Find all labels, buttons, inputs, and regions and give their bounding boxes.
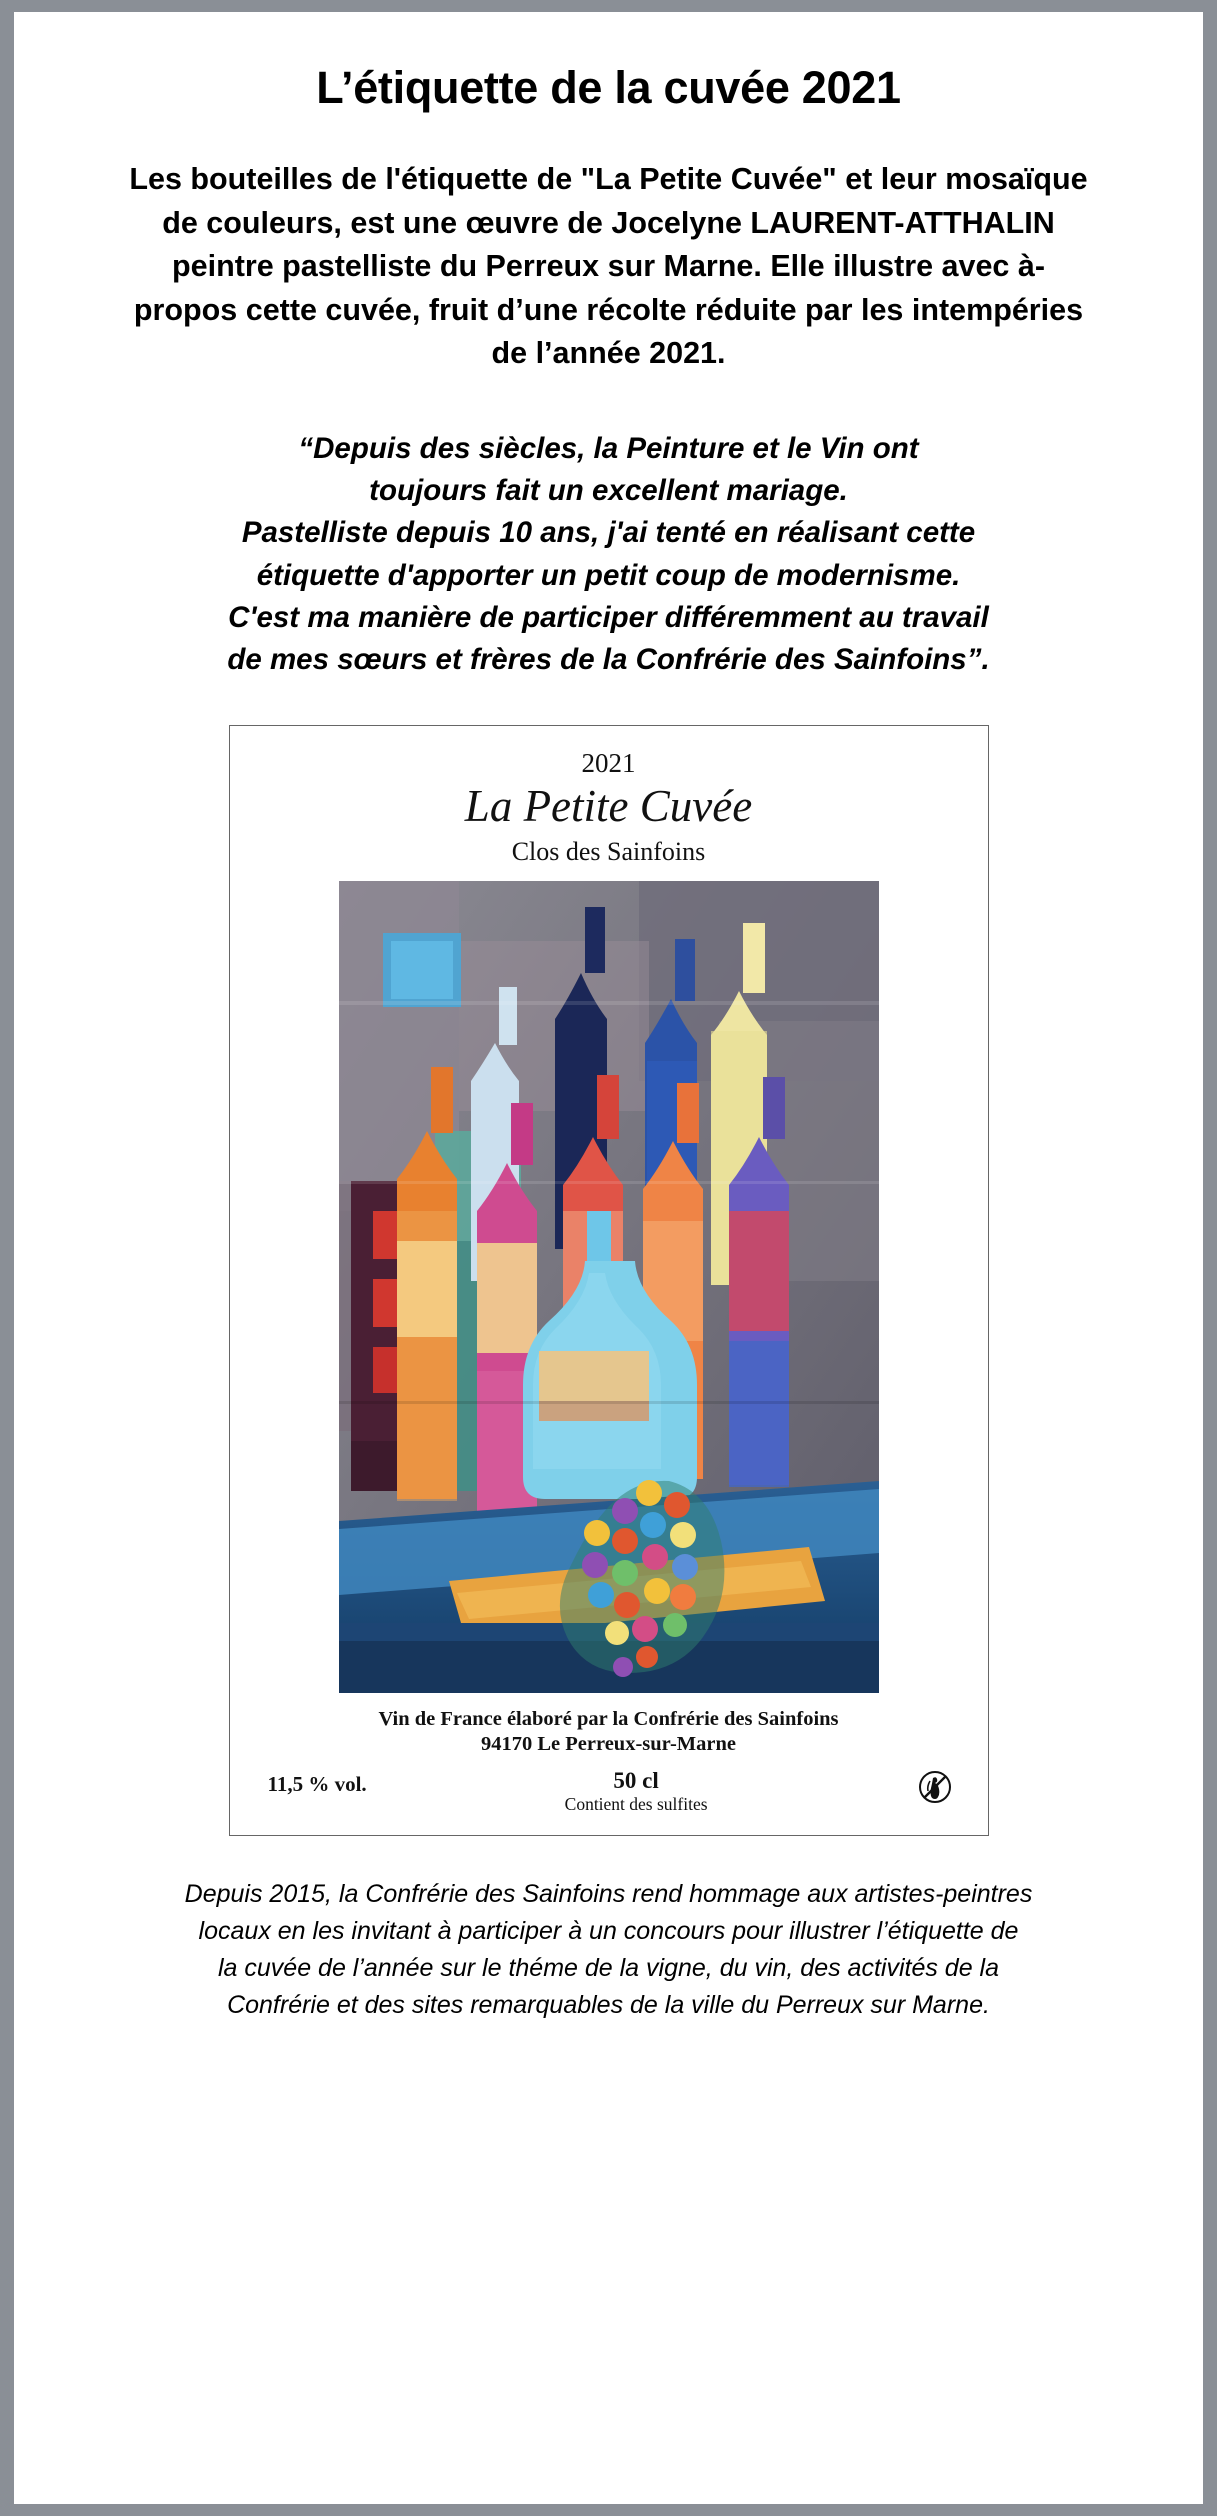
quote-line: étiquette d'apporter un petit coup de modernisme. xyxy=(256,558,961,592)
pastel-painting-bottles xyxy=(339,881,879,1693)
quote-line: Pastelliste depuis 10 ans, j'ai tenté en réalisant cette xyxy=(241,516,976,550)
label-estate-name: Clos des Sainfoins xyxy=(511,836,706,866)
label-alcohol-content: 11,5 % vol. xyxy=(267,1772,367,1797)
quote-line: “Depuis des siècles, la Peinture et le Vin ont xyxy=(298,432,919,466)
label-cuvee-name: La Petite Cuvée xyxy=(464,781,753,832)
quote-line: de mes sœurs et frères de la Confrérie des Sainfoins”. xyxy=(227,642,990,676)
label-footer xyxy=(256,1707,962,1816)
intro-paragraph: Les bouteilles de l'étiquette de "La Petite Cuvée" et leur mosaïque de couleurs, est une œuvre de Jocelyne LAURENT-ATTHALIN peintre pastelliste du Perreux sur Marne. Elle illustre avec à-propos cette cuvée, fruit d’une récolte réduite par les intempéries de l’année 2021. xyxy=(129,162,1088,371)
wine-bottle-label xyxy=(229,725,989,1836)
page-title: L’étiquette de la cuvée 2021 xyxy=(316,62,901,113)
pregnancy-warning-icon xyxy=(906,1768,952,1804)
label-volume: 50 cl xyxy=(613,1768,659,1794)
note-line: la cuvée de l’année sur le théme de la vigne, du vin, des activités de la xyxy=(217,1954,1000,1983)
quote-line: toujours fait un excellent mariage. xyxy=(369,474,848,508)
document-page xyxy=(14,12,1203,2504)
label-sulfites-warning: Contient des sulfites xyxy=(564,1794,708,1815)
note-line: locaux en les invitant à participer à un concours pour illustrer l’étiquette de xyxy=(198,1917,1019,1946)
bottom-note xyxy=(104,1876,1114,2024)
artist-quote xyxy=(99,428,1119,681)
note-line: Depuis 2015, la Confrérie des Sainfoins rend hommage aux artistes-peintres xyxy=(184,1880,1033,1909)
note-line: Confrérie et des sites remarquables de la ville du Perreux sur Marne. xyxy=(227,1991,990,2020)
label-origin-line-1: Vin de France élaboré par la Confrérie des Sainfoins xyxy=(378,1707,839,1730)
label-artwork xyxy=(339,881,879,1693)
label-origin-line-2: 94170 Le Perreux-sur-Marne xyxy=(480,1733,737,1756)
label-vintage-year: 2021 xyxy=(581,748,636,779)
quote-line: C'est ma manière de participer différemment au travail xyxy=(228,600,989,634)
